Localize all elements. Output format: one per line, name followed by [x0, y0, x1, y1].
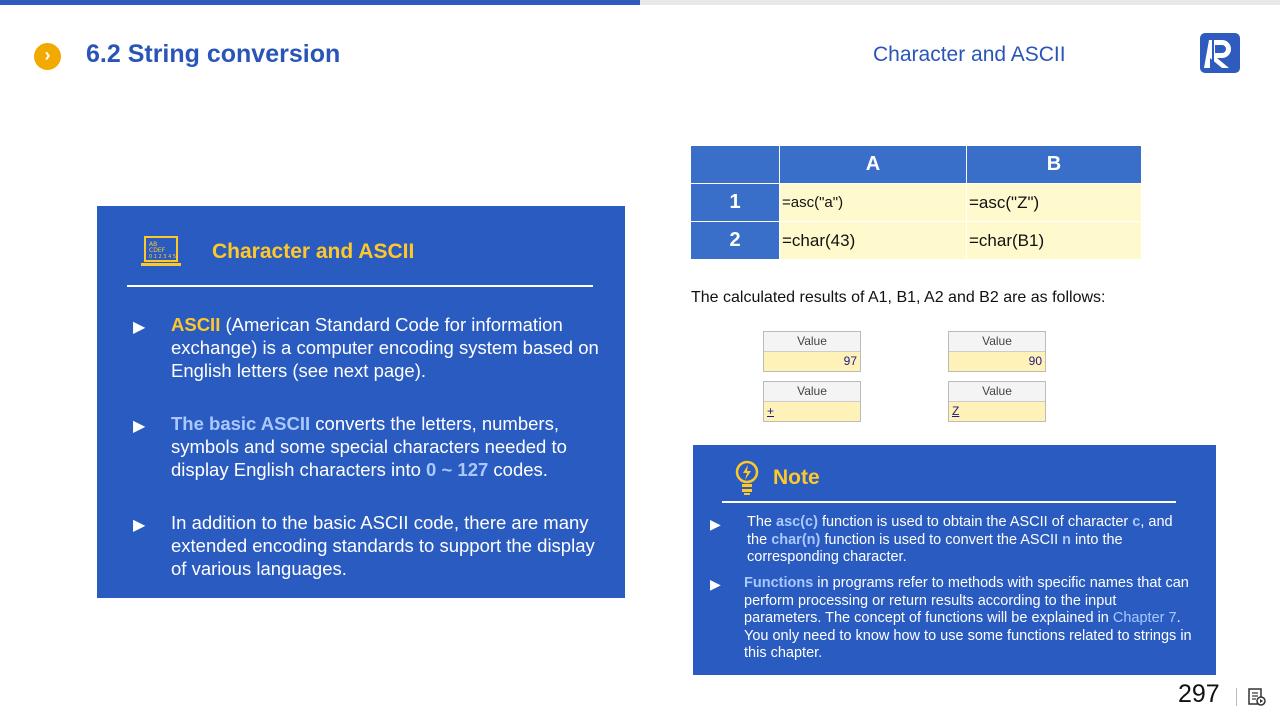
note-title: Note: [773, 466, 820, 489]
footer-separator: [1236, 688, 1237, 706]
arrow-bullet-icon: ▶: [710, 576, 721, 592]
card-item-ascii: [171, 313, 611, 382]
card-item-text: codes.: [488, 459, 548, 480]
cell-a2[interactable]: =char(43): [780, 222, 967, 260]
raqsoft-logo-icon: [1198, 31, 1242, 75]
cell-b1[interactable]: =asc("Z"): [967, 184, 1142, 222]
asc-function-name: asc(c): [776, 514, 818, 530]
top-bar-track: [640, 0, 1280, 5]
value-b1: 90: [949, 352, 1045, 371]
svg-text:CDEF: CDEF: [149, 247, 166, 254]
note-text: into the corresponding character.: [747, 531, 1123, 565]
table-row: [691, 184, 1142, 222]
card-item-basic-ascii: [171, 412, 611, 481]
note-item-definition: [744, 575, 1192, 663]
card-item-text: converts the letters, numbers, symbols and some special characters needed to display English characters into: [171, 413, 567, 480]
value-box-b1: [948, 331, 1046, 372]
value-box-b2: [948, 381, 1046, 422]
chevron-right-icon: ›: [34, 43, 61, 70]
value-a1: 97: [764, 352, 860, 371]
note-text: . You only need to know how to use some functions related to strings in this chapter.: [744, 610, 1192, 661]
value-box-a1: [763, 331, 861, 372]
note-item-functions: [747, 514, 1192, 567]
value-header: Value: [949, 332, 1045, 352]
arrow-bullet-icon: ▶: [133, 517, 146, 534]
column-header-a: A: [780, 146, 967, 184]
formula-grid: [690, 145, 1142, 260]
top-progress-bar: [0, 0, 640, 5]
note-text: function is used to obtain the ASCII of character: [817, 514, 1133, 530]
value-header: Value: [949, 382, 1045, 402]
value-box-a2: [763, 381, 861, 422]
card-divider: [127, 285, 593, 287]
grid-header-row: [691, 146, 1142, 184]
row-header-2: 2: [691, 222, 780, 260]
note-box: [693, 445, 1216, 675]
param-c: c: [1132, 514, 1141, 530]
value-header: Value: [764, 332, 860, 352]
highlight-code-range: 0 ~ 127: [426, 459, 489, 480]
char-function-name: char(n): [771, 531, 821, 548]
results-caption: The calculated results of A1, B1, A2 and B2 are as follows:: [691, 289, 1106, 306]
value-a2[interactable]: +: [764, 402, 860, 421]
lightbulb-icon: [733, 459, 761, 497]
column-header-b: B: [967, 146, 1142, 184]
ascii-info-card: [97, 206, 625, 598]
highlight-basic-ascii: The basic ASCII: [171, 413, 311, 434]
section-title: 6.2 String conversion: [86, 40, 341, 68]
note-text: , and the: [747, 514, 1173, 548]
card-item-text: In addition to the basic ASCII code, there are many extended encoding standards to support the display of various languages.: [171, 512, 595, 579]
card-title: Character and ASCII: [212, 240, 415, 263]
note-text: function is used to convert the ASCII: [820, 531, 1063, 548]
card-item-text: (American Standard Code for information exchange) is a computer encoding system based on English letters (see next page).: [171, 314, 599, 381]
blackboard-icon: [141, 234, 181, 270]
svg-text:0 1 2 3 4 5: 0 1 2 3 4 5: [149, 254, 177, 260]
row-header-1: 1: [691, 184, 780, 222]
arrow-bullet-icon: ▶: [133, 319, 146, 336]
grid-corner-cell: [691, 146, 780, 184]
arrow-bullet-icon: ▶: [133, 418, 146, 435]
slide-index-icon[interactable]: [1247, 687, 1267, 707]
page-number: 297: [1178, 680, 1220, 708]
highlight-ascii: ASCII: [171, 314, 221, 335]
note-text: The: [747, 514, 777, 530]
table-row: [691, 222, 1142, 260]
cell-a1[interactable]: =asc("a"): [780, 184, 967, 222]
header-subtitle: Character and ASCII: [873, 43, 1066, 66]
highlight-functions: Functions: [744, 575, 814, 591]
note-divider: [722, 501, 1176, 503]
value-header: Value: [764, 382, 860, 402]
card-item-extended: [171, 511, 611, 580]
value-b2[interactable]: Z: [949, 402, 1045, 421]
chapter-7-link[interactable]: Chapter 7: [1112, 610, 1177, 626]
svg-text:AB: AB: [149, 241, 158, 248]
arrow-bullet-icon: ▶: [710, 516, 721, 532]
param-n: n: [1062, 531, 1072, 548]
note-text: in programs refer to methods with specific names that can perform processing or return results according to the input parameters. The concept of functions will be explained in: [744, 575, 1189, 626]
cell-b2[interactable]: =char(B1): [967, 222, 1142, 260]
